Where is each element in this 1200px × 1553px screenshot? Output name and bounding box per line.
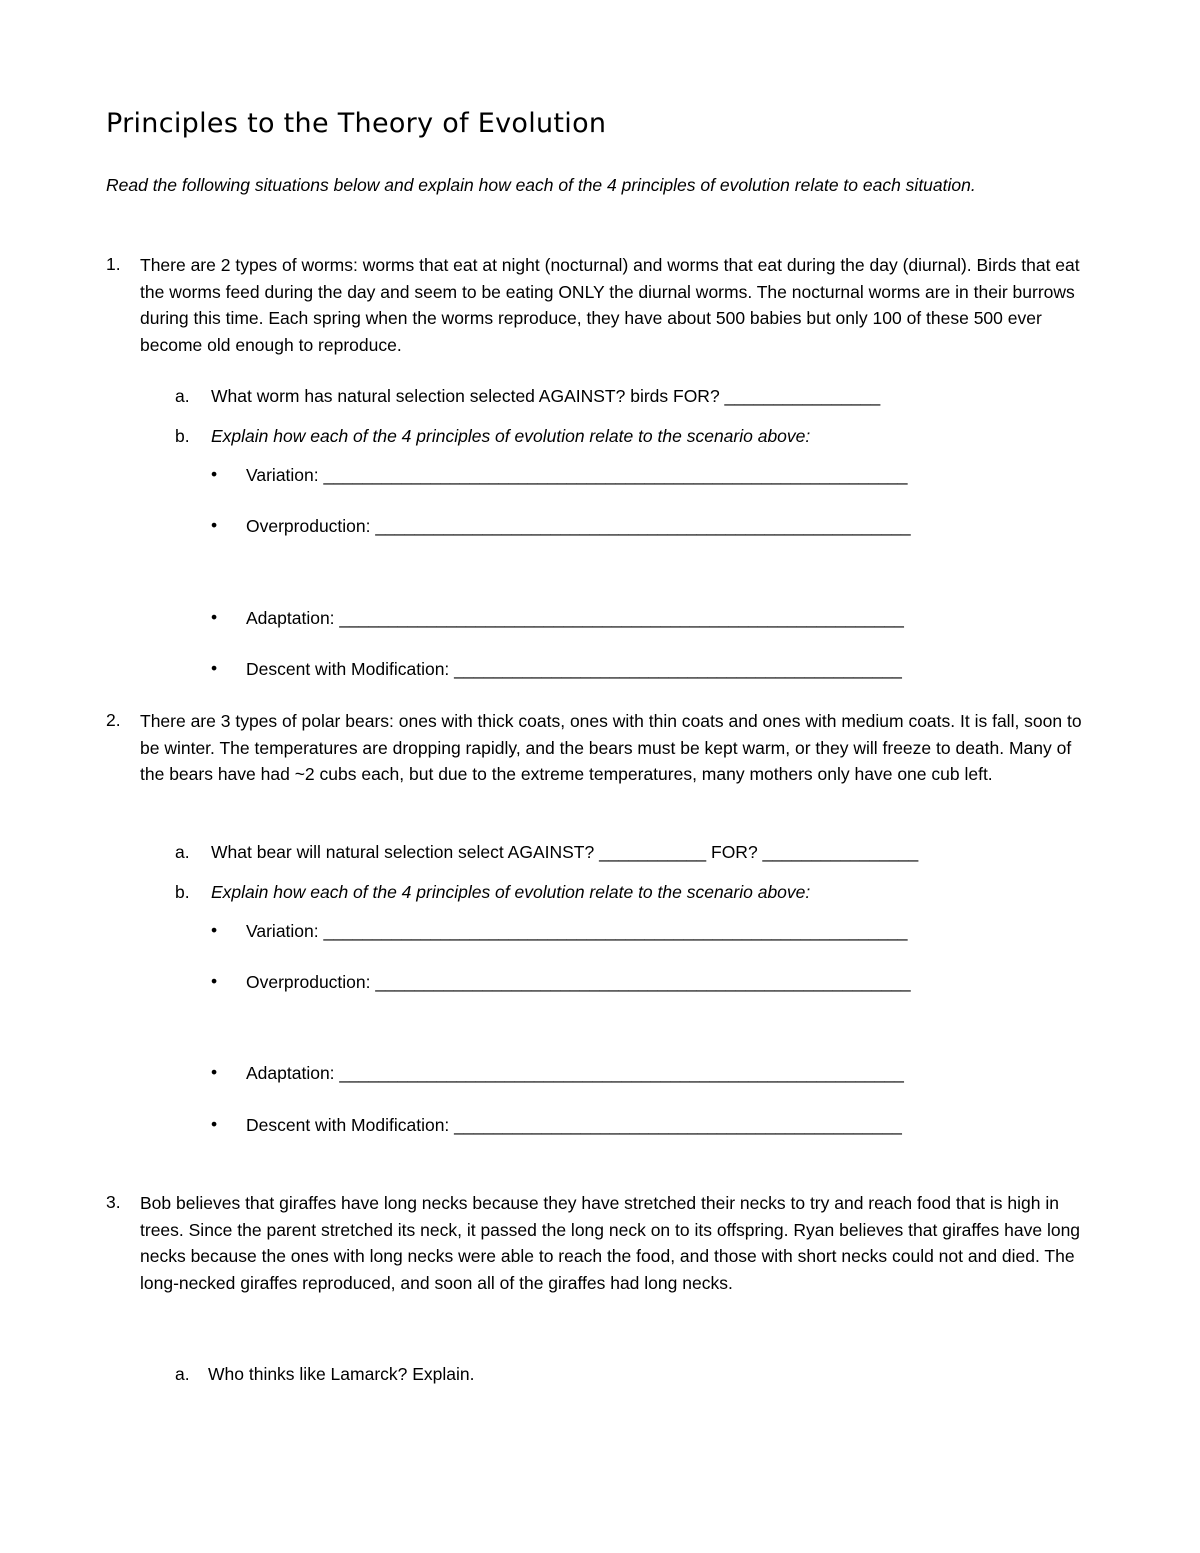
- page-title: Principles to the Theory of Evolution: [106, 108, 607, 139]
- question-2b-text: Explain how each of the 4 principles of evolution relate to the scenario above:: [211, 882, 811, 902]
- question-3a-text: Who thinks like Lamarck? Explain.: [208, 1364, 475, 1384]
- question-3a-letter: a.: [175, 1364, 190, 1384]
- question-3-text: Bob believes that giraffes have long necks because they have stretched their necks to try and reach food that is high in trees. Since the parent stretched its neck, it passed the long neck on to its offspring. Ryan believes that giraffes have long necks because the ones with long necks were able to reach the food, and those with short necks could not and died. The long-necked giraffes reproduced, and soon all of the giraffes had long necks.: [140, 1193, 1081, 1293]
- question-1a-text: What worm has natural selection selected AGAINST? birds FOR? ________________: [211, 386, 881, 406]
- q1-descent-line: Descent with Modification: ______________________________________________: [246, 659, 902, 679]
- question-1-text: There are 2 types of worms: worms that eat at night (nocturnal) and worms that eat during the day (diurnal). Birds that eat the worms feed during the day and seem to be eating ONLY the diurnal worms. The nocturnal worms are in their burrows during this time. Each spring when the worms reproduce, they have about 500 babies but only 100 of these 500 ever become old enough to reproduce.: [140, 255, 1080, 355]
- q1-overproduction-line: Overproduction: _______________________________________________________: [246, 516, 911, 536]
- bullet-icon: •: [211, 971, 218, 991]
- q2-adaptation-line: Adaptation: __________________________________________________________: [246, 1063, 904, 1083]
- question-2a-text: What bear will natural selection select AGAINST? ___________ FOR? ________________: [211, 842, 919, 862]
- bullet-icon: •: [211, 464, 218, 484]
- bullet-icon: •: [211, 515, 218, 535]
- question-2b-letter: b.: [175, 882, 190, 902]
- question-3-number: 3.: [106, 1192, 121, 1212]
- question-1b-text: Explain how each of the 4 principles of evolution relate to the scenario above:: [211, 426, 811, 446]
- bullet-icon: •: [211, 1062, 218, 1082]
- question-1-number: 1.: [106, 254, 121, 274]
- question-2a-letter: a.: [175, 842, 190, 862]
- question-1b-letter: b.: [175, 426, 190, 446]
- q1-adaptation-line: Adaptation: __________________________________________________________: [246, 608, 904, 628]
- bullet-icon: •: [211, 658, 218, 678]
- bullet-icon: •: [211, 607, 218, 627]
- question-1a-letter: a.: [175, 386, 190, 406]
- q1-variation-line: Variation: ____________________________________________________________: [246, 465, 908, 485]
- bullet-icon: •: [211, 1114, 218, 1134]
- question-2-number: 2.: [106, 710, 121, 730]
- bullet-icon: •: [211, 920, 218, 940]
- instructions: Read the following situations below and explain how each of the 4 principles of evolution relate to each situation.: [106, 175, 976, 195]
- q2-variation-line: Variation: ____________________________________________________________: [246, 921, 908, 941]
- q2-descent-line: Descent with Modification: ______________________________________________: [246, 1115, 902, 1135]
- q2-overproduction-line: Overproduction: _______________________________________________________: [246, 972, 911, 992]
- question-2-text: There are 3 types of polar bears: ones with thick coats, ones with thin coats and ones with medium coats. It is fall, soon to be winter. The temperatures are dropping rapidly, and the bears must be kept warm, or they will freeze to death. Many of the bears have had ~2 cubs each, but due to the extreme temperatures, many mothers only have one cub left.: [140, 711, 1082, 784]
